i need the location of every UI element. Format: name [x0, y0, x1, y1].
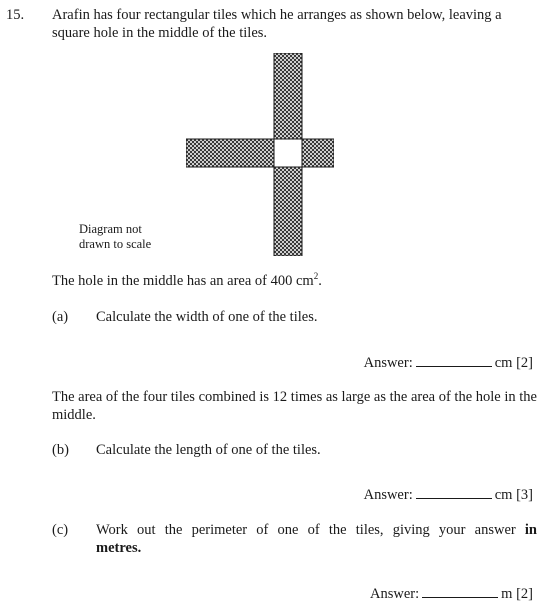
answer-label: Answer: [363, 355, 413, 371]
hole-text-prefix: The hole in the middle has an area of 400 cm [52, 273, 314, 289]
answer-marks: [2] [516, 586, 533, 602]
cross-tiles-diagram [186, 53, 334, 256]
part-c-bold-1: in [524, 522, 537, 538]
part-c-text-prefix: Work out the perimeter of one of the tiles, giving your answer [96, 522, 525, 538]
answer-blank[interactable] [416, 486, 492, 499]
part-b-text: Calculate the length of one of the tiles. [96, 442, 321, 458]
part-a-label: (a) [52, 309, 69, 325]
answer-label: Answer: [370, 586, 420, 602]
tile-left [186, 139, 274, 167]
part-a-text: Calculate the width of one of the tiles. [96, 309, 318, 325]
combined-area-statement: The area of the four tiles combined is 12 times as large as the area of the hole in the middle. [52, 389, 537, 423]
answer-blank[interactable] [416, 354, 492, 367]
part-a-answer [364, 354, 533, 372]
part-c-text-line-1 [96, 521, 537, 539]
tile-bottom [274, 167, 302, 256]
question-number: 15. [6, 7, 25, 23]
hole-text-sup: 2 [313, 271, 319, 282]
diagram-note-line-2: drawn to scale [79, 237, 152, 251]
diagram-note [79, 222, 151, 252]
answer-blank[interactable] [422, 585, 498, 598]
square-hole [274, 139, 302, 167]
part-b-label: (b) [52, 442, 69, 458]
part-c-bold-2: metres. [96, 540, 142, 556]
hole-text-suffix: . [318, 273, 322, 289]
answer-unit: cm [494, 487, 513, 503]
answer-marks: [2] [516, 355, 533, 371]
answer-unit: cm [494, 355, 513, 371]
tile-top [274, 53, 302, 139]
hole-area-statement [52, 272, 537, 290]
diagram-note-line-1: Diagram not [79, 222, 142, 236]
part-b-answer [364, 486, 533, 504]
answer-marks: [3] [516, 487, 533, 503]
answer-unit: m [501, 586, 513, 602]
tile-right [302, 139, 334, 167]
part-c-text-line-2 [96, 539, 537, 557]
question-intro: Arafin has four rectangular tiles which he arranges as shown below, leaving a square hole in the middle of the tiles. [52, 7, 502, 41]
part-c-label: (c) [52, 522, 69, 538]
part-c-answer [370, 585, 533, 603]
answer-label: Answer: [363, 487, 413, 503]
